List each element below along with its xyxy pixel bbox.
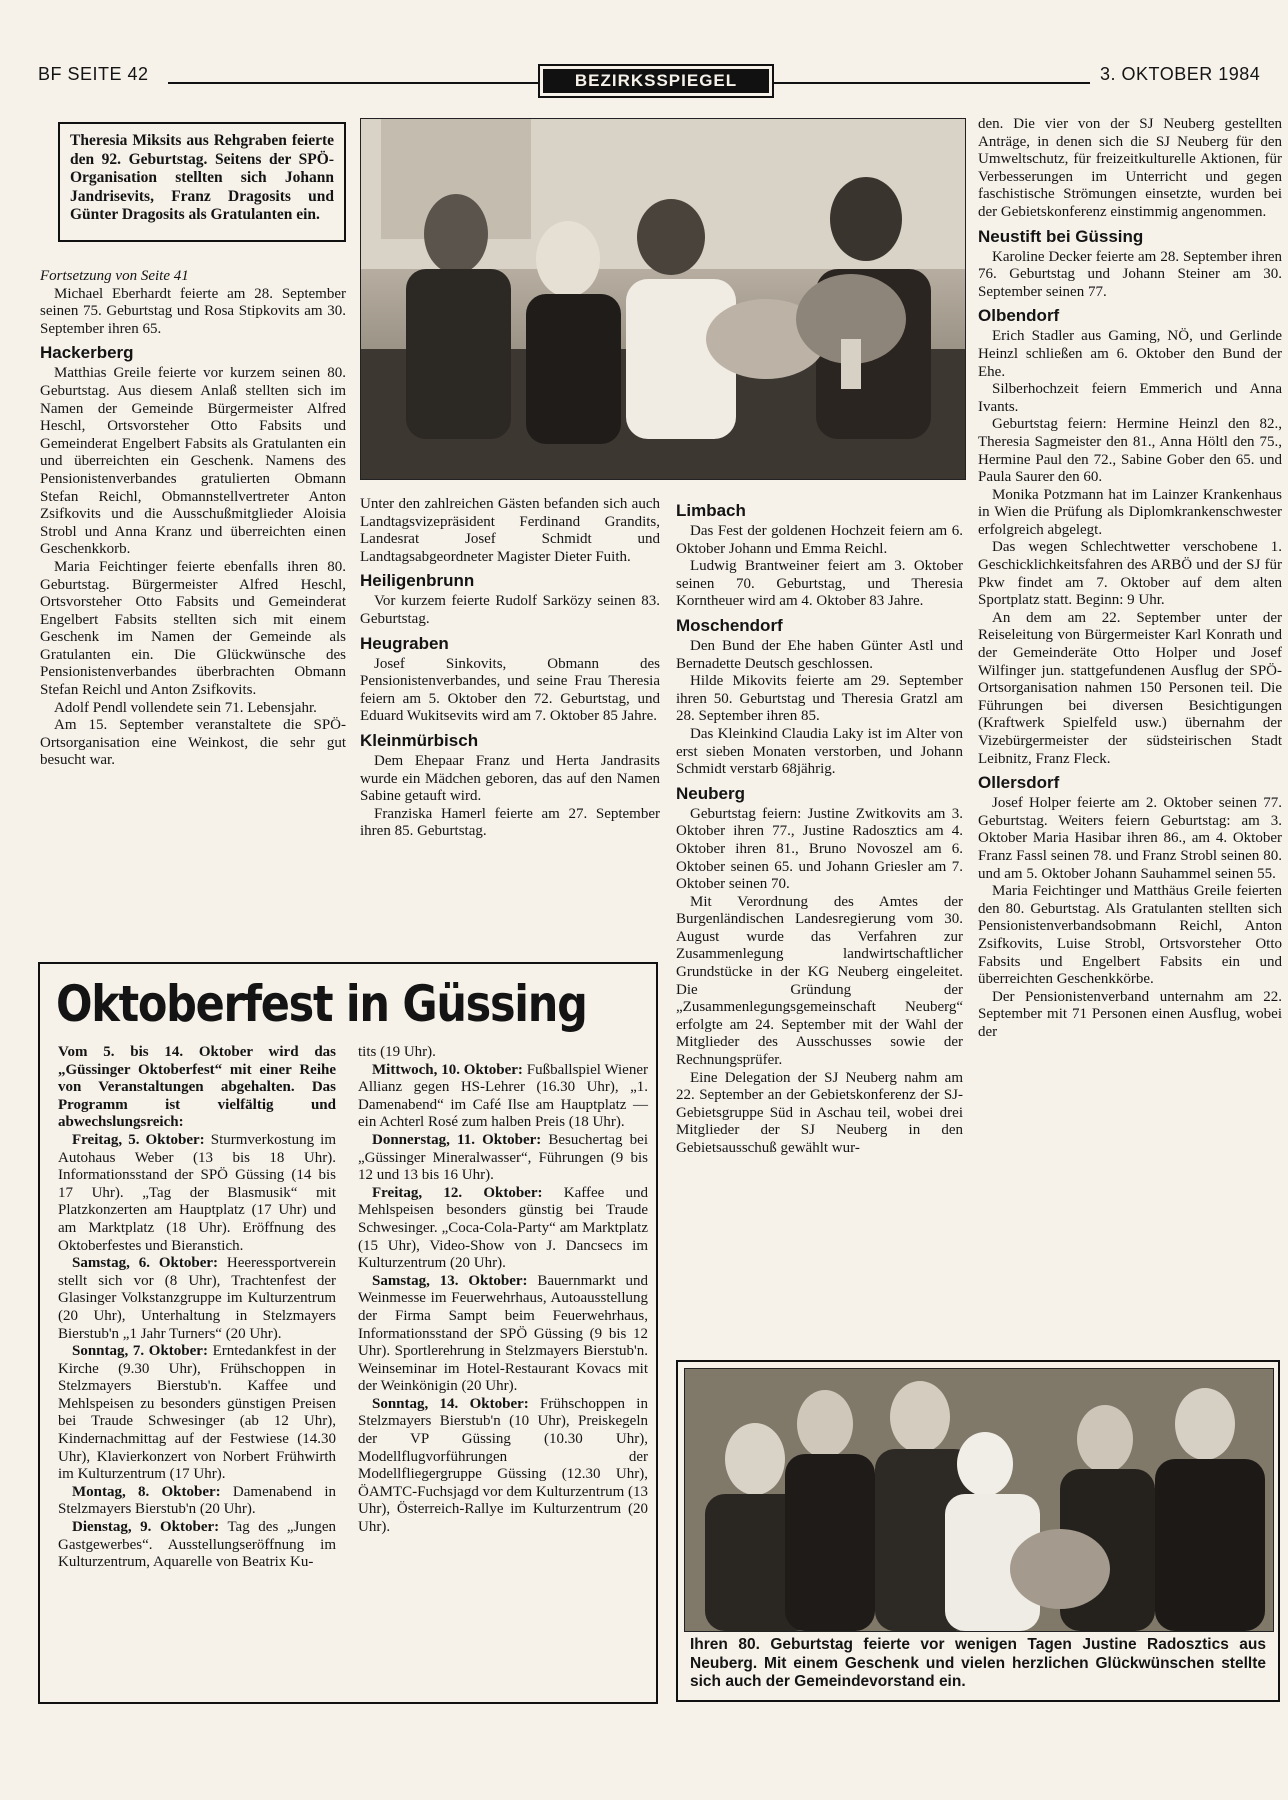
- programm-entry: [358, 1062, 648, 1132]
- section-title: BEZIRKSSPIEGEL: [574, 71, 738, 90]
- paragraph: Dem Ehepaar Franz und Herta Jandrasits wurde ein Mädchen geboren, das auf den Namen Sabine getauft wird.: [360, 752, 660, 805]
- place-heading: Hackerberg: [40, 343, 134, 363]
- place-heading: Neuberg: [676, 783, 745, 803]
- column-4: [978, 116, 1282, 1042]
- programm-day: Dienstag, 9. Oktober:: [72, 1519, 220, 1536]
- paragraph: Vor kurzem feierte Rudolf Sarközy seinen 83. Geburtstag.: [360, 593, 660, 627]
- oktoberfest-column-right: [358, 1044, 648, 1537]
- programm-text: Frühschoppen in Stelzmayers Bierstub'n (10 Uhr), Preiskegeln der VP Güssing (10.30 Uhr), Modellflugvorführungen der Modellfliegergruppe Güssing (12.30 Uhr), ÖAMTC-Fuchsjagd vor dem Kulturzentrum (13 Uhr), Österreich-Rallye im Kulturzentrum (20 Uhr).: [358, 1395, 648, 1536]
- paragraph: Josef Holper feierte am 2. Oktober seinen 77. Geburtstag. Weiters feiern Geburtstag: am 3. Oktober Maria Hasibar ihren 86., am 4. Oktober Franz Fassl seinen 78. und Franz Strobl seinen 80. und am 5. Oktober Johann Sauhammel seinen 55.: [978, 795, 1282, 882]
- programm-entry: [358, 1273, 648, 1396]
- programm-text: Bauernmarkt und Weinmesse im Feuerwehrhaus, Autoausstellung der Firma Sampt beim Feuerwehrhaus, Informationsstand der SPÖ Güssing (9 bis 12 Uhr). Sportlerehrung in Stelzmayers Bierstub'n. Weinseminar im Hotel-Restaurant Kovacs mit der Weinkönigin (20 Uhr).: [358, 1272, 648, 1395]
- programm-text: Tag des „Jungen Gastgewerbes“. Ausstellungseröffnung im Kulturzentrum, Aquarelle von Beatrix Ku-: [58, 1519, 336, 1571]
- programm-text: tits (19 Uhr).: [358, 1044, 436, 1060]
- programm-text: Sturmverkostung im Autohaus Weber (13 bis 18 Uhr). Informationsstand der SPÖ Güssing (14 bis 17 Uhr). „Tag der Blasmusik“ mit Platzkonzerten am Hauptplatz (17 Uhr) und am Marktplatz (18 Uhr). Eröffnung des Oktoberfestes und Bieranstich.: [58, 1131, 337, 1254]
- programm-entry: [58, 1343, 336, 1484]
- page-number: BF SEITE 42: [38, 64, 149, 84]
- paragraph: Unter den zahlreichen Gästen befanden sich auch Landtagsvizepräsident Ferdinand Grandits, Landesrat Josef Schmidt und Landtagsabgeordneter Magister Dieter Fuith.: [360, 496, 660, 565]
- programm-entry: [358, 1185, 648, 1273]
- oktoberfest-column-left: [58, 1044, 336, 1572]
- programm-day: Sonntag, 7. Oktober:: [72, 1343, 208, 1360]
- programm-day: Samstag, 6. Oktober:: [72, 1255, 219, 1272]
- programm-entry: [58, 1044, 336, 1132]
- programm-day: Samstag, 13. Oktober:: [372, 1272, 528, 1289]
- paragraph: Geburtstag feiern: Hermine Heinzl den 82., Theresia Sagmeister den 81., Anna Höltl den 75., Hermine Paul den 72., Sabine Gober den 65. und Paula Saurer den 60.: [978, 416, 1282, 486]
- paragraph: Das wegen Schlechtwetter verschobene 1. Geschicklichkeitsfahren des ARBÖ und der SJ für Pkw findet am 7. Oktober auf dem alten Sportplatz statt. Beginn: 9 Uhr.: [978, 539, 1282, 609]
- page-date: 3. OKTOBER 1984: [1100, 64, 1261, 84]
- photo-birthday-group-image: [361, 119, 965, 479]
- photo2-frame: [676, 1360, 1280, 1702]
- paragraph: An dem am 22. September unter der Reiseleitung von Bürgermeister Karl Konrath und der Gemeinderäte Otto Holper und Josef Wilfinger jun. stattgefundenen Ausflug der SPÖ-Ortsorganisation nahmen 150 Personen teil. Die Führungen bei diversen Besichtigungen (Kraftwerk Spielfeld usw.) übernahm der Vizebürgermeister der südsteirischen Stadt Leibnitz, Franz Fleck.: [978, 609, 1282, 767]
- programm-text: Damenabend in Stelzmayers Bierstub'n (20 Uhr).: [58, 1483, 336, 1518]
- place-heading: Neustift bei Güssing: [978, 226, 1144, 246]
- oktoberfest-box: [38, 962, 658, 1704]
- paragraph: Josef Sinkovits, Obmann des Pensionistenverbandes, und seine Frau Theresia feiern am 5. Oktober den 72. Geburtstag, und Eduard Wukitsevits wird am 7. Oktober 85 Jahre.: [360, 655, 660, 725]
- programm-day: Freitag, 5. Oktober:: [72, 1131, 205, 1148]
- programm-entry: [58, 1484, 336, 1519]
- place-heading: Heiligenbrunn: [360, 571, 475, 591]
- photo1-caption-box: [58, 122, 346, 242]
- paragraph: den. Die vier von der SJ Neuberg gestellten Anträge, in denen sich die SJ Neuberg für den Umweltschutz, für freizeitkulturelle Aktionen, für Verbesserungen im Unterricht und gegen faschistische Strömungen einsetzte, wurden bei der Gebietskonferenz einstimmig angenommen.: [978, 116, 1282, 220]
- paragraph: Erich Stadler aus Gaming, NÖ, und Gerlinde Heinzl schließen am 6. Oktober den Bund der Ehe.: [978, 328, 1282, 380]
- photo-birthday-group: [360, 118, 966, 480]
- paragraph: Adolf Pendl vollendete sein 71. Lebensjahr.: [54, 699, 317, 716]
- programm-day: Vom 5. bis 14. Oktober wird das „Güssinger Oktoberfest“ mit einer Reihe von Veranstaltungen abgehalten. Das Programm ist vielfältig und abwechslungsreich:: [58, 1044, 336, 1131]
- oktoberfest-title: Oktoberfest in Güssing: [56, 975, 587, 1033]
- paragraph: Geburtstag feiern: Justine Zwitkovits am 3. Oktober ihren 77., Justine Radosztics am 4. Oktober ihren 81., Bruno Novoszel am 6. Oktober seinen 65. und Johann Griesler am 7. Oktober seinen 70.: [676, 805, 963, 893]
- section-title-plate: [538, 64, 774, 98]
- paragraph: Michael Eberhardt feierte am 28. September seinen 75. Geburtstag und Rosa Stipkovits am 30. September ihren 65.: [40, 285, 346, 337]
- photo2-caption: Ihren 80. Geburtstag feierte vor wenigen Tagen Justine Radosztics aus Neuberg. Mit einem Geschenk und vielen herzlichen Glückwünschen stellte sich auch der Gemeindevorstand ein.: [690, 1636, 1266, 1690]
- header-rule-left: [168, 82, 538, 84]
- photo-neuberg-image: [685, 1369, 1273, 1631]
- place-heading: Moschendorf: [676, 615, 783, 635]
- programm-text: Fußballspiel Wiener Allianz gegen HS-Lehrer (16.30 Uhr), „1. Damenabend“ im Café Ilse am Hauptplatz — ein Achterl Rosé zum halben Preis (18 Uhr).: [358, 1061, 648, 1131]
- paragraph: Franziska Hamerl feierte am 27. September ihren 85. Geburtstag.: [360, 805, 660, 840]
- paragraph: Der Pensionistenverband unternahm am 22. September mit 71 Personen einen Ausflug, wobei der: [978, 988, 1282, 1040]
- header-rule-right: [772, 82, 1090, 84]
- programm-text: Besuchertag bei „Güssinger Mineralwasser“, Führungen (9 bis 12 und 13 bis 16 Uhr).: [358, 1131, 648, 1184]
- paragraph: Am 15. September veranstaltete die SPÖ-Ortsorganisation eine Weinkost, die sehr gut besucht war.: [40, 717, 346, 769]
- programm-entry: [358, 1044, 648, 1062]
- paragraph: Eine Delegation der SJ Neuberg nahm am 22. September an der Gebietskonferenz der SJ-Gebietsgruppe Süd in Aschau teil, wobei drei Mitglieder der SJ Neuberg in den Gebietsausschuß gewählt wur-: [676, 1069, 963, 1156]
- paragraph: Matthias Greile feierte vor kurzem seinen 80. Geburtstag. Aus diesem Anlaß stellten sich im Namen der Gemeinde Bürgermeister Alfred Heschl, Ortsvorsteher Otto Fabsits und Gemeinderat Engelbert Fabsits als Gratulanten ein und überreichten ein Geschenk. Namens des Pensionistenverbandes gratulierten Obmann Stefan Reichl, Obmannstellvertreter Anton Zsifkovits und die Ausschußmitglieder Aloisia Strobl und Anna Kranz und überreichten einen Geschenkkorb.: [40, 365, 346, 558]
- column-1: [40, 268, 346, 770]
- photo1-caption: Theresia Miksits aus Rehgraben feierte den 92. Geburtstag. Seitens der SPÖ-Organisation stellten sich Johann Jandrisevits, Franz Dragosits und Günter Dragosits als Gratulanten ein.: [70, 132, 334, 223]
- place-heading: Limbach: [676, 501, 746, 520]
- column-3: [676, 496, 963, 1158]
- programm-text: Kaffee und Mehlspeisen besonders günstig bei Traude Schwesinger. „Coca-Cola-Party“ am Marktplatz (15 Uhr), Video-Show von J. Dancsecs im Kulturzentrum (20 Uhr).: [358, 1184, 648, 1272]
- programm-day: Mittwoch, 10. Oktober:: [372, 1061, 523, 1078]
- paragraph: Karoline Decker feierte am 28. September ihren 76. Geburtstag und Johann Steiner am 30. September seinen 77.: [978, 248, 1282, 300]
- programm-text: Heeressportverein stellt sich vor (8 Uhr), Trachtenfest der Glasinger Volkstanzgruppe im Kulturzentrum (20 Uhr), Unterhaltung in Stelzmayers Bierstub'n „1 Jahr Turners“ (20 Uhr).: [58, 1255, 336, 1342]
- paragraph: Silberhochzeit feiern Emmerich und Anna Ivants.: [978, 381, 1282, 415]
- paragraph: Mit Verordnung des Amtes der Burgenländischen Landesregierung vom 30. August wurde das Verfahren zur Zusammenlegung landwirtschaftlicher Grundstücke in der KG Neuberg eingeleitet. Die Gründung der „Zusammenlegungsgemeinschaft Neuberg“ erfolgte am 24. September mit der Wahl der Mitglieder des Ausschusses sowie der Rechnungsprüfer.: [676, 893, 963, 1069]
- programm-day: Freitag, 12. Oktober:: [372, 1184, 543, 1201]
- paragraph: Ludwig Brantweiner feiert am 3. Oktober seinen 70. Geburtstag, und Theresia Korntheuer wird am 4. Oktober 83 Jahre.: [676, 558, 963, 610]
- continuation-note: Fortsetzung von Seite 41: [40, 268, 189, 284]
- programm-day: Montag, 8. Oktober:: [72, 1483, 221, 1500]
- paragraph: Monika Potzmann hat im Lainzer Krankenhaus in Wien die Prüfung als Diplomkrankenschwester erfolgreich abgelegt.: [978, 486, 1282, 538]
- programm-day: Sonntag, 14. Oktober:: [372, 1395, 529, 1412]
- programm-text: Erntedankfest in der Kirche (9.30 Uhr), Frühschoppen in Stelzmayers Bierstub'n. Kaffee und Mehlspeisen zu besonders günstigen Preisen bei Traude Schwesinger (ab 12 Uhr), Kindernachmittag auf der Festwiese (14.30 Uhr), Klavierkonzert von Norbert Frühwirth im Kulturzentrum (17 Uhr).: [58, 1343, 336, 1483]
- paragraph: Den Bund der Ehe haben Günter Astl und Bernadette Deutsch geschlossen.: [676, 637, 963, 672]
- column-1-body: [40, 286, 346, 770]
- place-heading: Olbendorf: [978, 306, 1060, 326]
- paragraph: Hilde Mikovits feierte am 29. September ihren 50. Geburtstag und Theresia Gratzl am 28. September ihren 85.: [676, 673, 963, 725]
- paragraph: Das Fest der goldenen Hochzeit feiern am 6. Oktober Johann und Emma Reichl.: [676, 523, 963, 557]
- programm-entry: [358, 1396, 648, 1537]
- paragraph: Maria Feichtinger feierte ebenfalls ihren 80. Geburtstag. Bürgermeister Alfred Heschl, Ortsvorsteher Otto Fabsits und Gemeinderat Engelbert Fabsits stellten sich mit einem Geschenk im Namen der Gemeinde als Gratulanten ein. Die Glückwünsche des Pensionistenverbandes überbrachten Obmann Stefan Reichl und Anton Zsifkovits.: [40, 558, 346, 699]
- place-heading: Heugraben: [360, 633, 449, 653]
- programm-entry: [358, 1132, 648, 1185]
- paragraph: Das Kleinkind Claudia Laky ist im Alter von erst sieben Monaten verstorben, und Johann Schmidt verstarb 68jährig.: [676, 725, 963, 778]
- programm-entry: [58, 1519, 336, 1572]
- photo-neuberg-gemeindevorstand: [684, 1368, 1274, 1632]
- programm-day: Donnerstag, 11. Oktober:: [372, 1131, 542, 1148]
- programm-entry: [58, 1132, 336, 1255]
- column-2: [360, 496, 660, 841]
- paragraph: Maria Feichtinger und Matthäus Greile feierten den 80. Geburtstag. Als Gratulanten stellten sich Pensionistenverbandsobmann Reichl, Anton Zsifkovits, Luise Strobl, Ortsvorsteher Otto Fabsits und Engelbert Fabsits ein und überreichten Geschenkkörbe.: [978, 883, 1282, 988]
- programm-entry: [58, 1255, 336, 1343]
- place-heading: Ollersdorf: [978, 773, 1060, 793]
- place-heading: Kleinmürbisch: [360, 730, 479, 750]
